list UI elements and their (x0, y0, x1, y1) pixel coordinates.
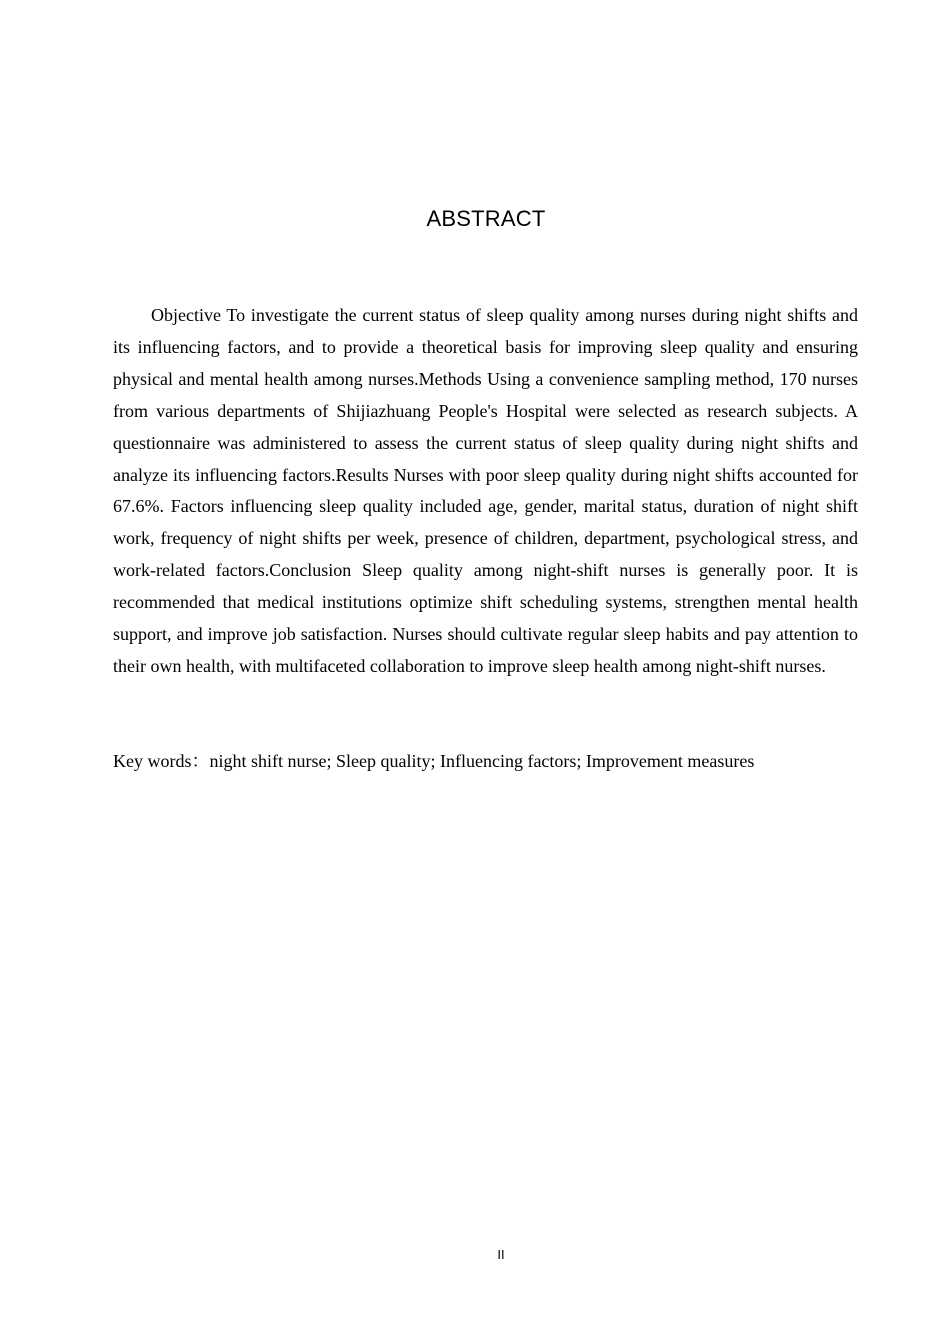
keywords-label: Key words： (113, 751, 210, 771)
page-title: ABSTRACT (426, 206, 546, 231)
keywords-line (113, 746, 858, 778)
page-number: II (497, 1247, 505, 1262)
keywords-text: night shift nurse; Sleep quality; Influencing factors; Improvement measures (209, 751, 755, 771)
abstract-paragraph: Objective To investigate the current status of sleep quality among nurses during night shifts and its influencing factors, and to provide a theoretical basis for improving sleep quality and ensuring physical and mental health among nurses.Methods Using a convenience sampling method, 170 nurses from various departments of Shijiazhuang People's Hospital were selected as research subjects. A questionnaire was administered to assess the current status of sleep quality during night shifts and analyze its influencing factors.Results Nurses with poor sleep quality during night shifts accounted for 67.6%. Factors influencing sleep quality included age, gender, marital status, duration of night shift work, frequency of night shifts per week, presence of children, department, psychological stress, and work-related factors.Conclusion Sleep quality among night-shift nurses is generally poor. It is recommended that medical institutions optimize shift scheduling systems, strengthen mental health support, and improve job satisfaction. Nurses should cultivate regular sleep habits and pay attention to their own health, with multifaceted collaboration to improve sleep health among night-shift nurses. (113, 305, 858, 676)
